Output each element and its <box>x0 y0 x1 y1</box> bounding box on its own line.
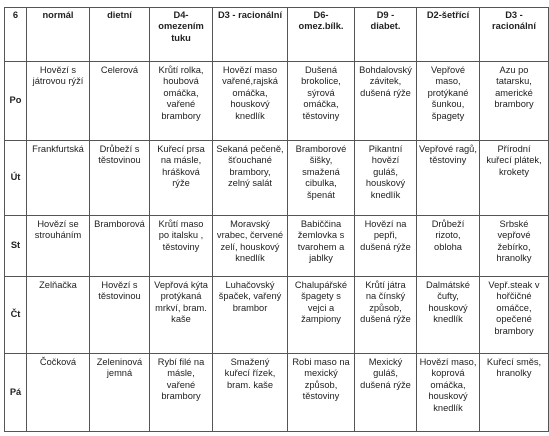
meal-cell: Drůbeží s těstovinou <box>90 141 150 216</box>
meal-cell: Vepřová kýta protýkaná mrkví, bram. kaše <box>150 277 213 354</box>
header-d6: D6- omez.bílk. <box>288 8 355 62</box>
meal-cell: Bramborové šišky, smažená cibulka, špenát <box>288 141 355 216</box>
day-cell: Pá <box>5 354 27 432</box>
meal-cell: Bramborová <box>90 216 150 277</box>
meal-cell: Zeleninová jemná <box>90 354 150 432</box>
header-d9: D9 - diabet. <box>355 8 417 62</box>
meal-cell: Kuřecí prsa na másle, hrášková rýže <box>150 141 213 216</box>
meal-cell: Smažený kuřecí řízek, bram. kaše <box>213 354 288 432</box>
header-normal: normál <box>27 8 90 62</box>
corner-cell: 6 <box>5 8 27 62</box>
header-d3-racionalni-2: D3 - racionální <box>480 8 549 62</box>
weekly-menu-table <box>4 7 549 432</box>
meal-cell: Celerová <box>90 62 150 141</box>
meal-cell: Vepř.steak v hořčičné omáčce, opečené brambory <box>480 277 549 354</box>
meal-cell: Čočková <box>27 354 90 432</box>
table-row <box>5 354 549 432</box>
meal-cell: Hovězí na pepři, dušená rýže <box>355 216 417 277</box>
meal-cell: Srbské vepřové žebírko, hranolky <box>480 216 549 277</box>
meal-cell: Pikantní hovězí guláš, houskový knedlík <box>355 141 417 216</box>
meal-cell: Zelňačka <box>27 277 90 354</box>
meal-cell: Přírodní kuřecí plátek, krokety <box>480 141 549 216</box>
meal-cell: Hovězí s těstovinou <box>90 277 150 354</box>
meal-cell: Vepřové maso, protýkané šunkou, špagety <box>417 62 480 141</box>
meal-cell: Chalupářské špagety s vejci a žampiony <box>288 277 355 354</box>
day-cell: St <box>5 216 27 277</box>
day-cell: Po <box>5 62 27 141</box>
meal-cell: Mexický guláš, dušená rýže <box>355 354 417 432</box>
meal-cell: Dalmátské čufty, houskový knedlík <box>417 277 480 354</box>
meal-cell: Robi maso na mexický způsob, těstoviny <box>288 354 355 432</box>
meal-cell: Hovězí maso, koprová omáčka, houskový knedlík <box>417 354 480 432</box>
table-row <box>5 141 549 216</box>
meal-cell: Vepřové ragů, těstoviny <box>417 141 480 216</box>
header-dietni: dietní <box>90 8 150 62</box>
meal-cell: Bohdalovský závitek, dušená rýže <box>355 62 417 141</box>
header-d3-racionalni: D3 - racionální <box>213 8 288 62</box>
table-row <box>5 62 549 141</box>
meal-cell: Sekaná pečeně, šťouchané brambory, zelný salát <box>213 141 288 216</box>
meal-cell: Krůtí maso po italsku , těstoviny <box>150 216 213 277</box>
meal-cell: Kuřecí směs, hranolky <box>480 354 549 432</box>
day-cell: Čt <box>5 277 27 354</box>
meal-cell: Luhačovský špaček, vařený brambor <box>213 277 288 354</box>
meal-cell: Krůtí rolka, houbová omáčka, vařené brambory <box>150 62 213 141</box>
meal-cell: Hovězí se strouháním <box>27 216 90 277</box>
day-cell: Út <box>5 141 27 216</box>
meal-cell: Moravský vrabec, červené zelí, houskový knedlík <box>213 216 288 277</box>
meal-cell: Hovězí maso vařené,rajská omáčka, houskový knedlík <box>213 62 288 141</box>
meal-cell: Dušená brokolice, sýrová omáčka, těstoviny <box>288 62 355 141</box>
meal-cell: Azu po tatarsku, americké brambory <box>480 62 549 141</box>
table-row <box>5 277 549 354</box>
table-body <box>5 62 549 432</box>
meal-cell: Rybí filé na másle, vařené brambory <box>150 354 213 432</box>
meal-cell: Krůtí játra na čínský způsob, dušená rýže <box>355 277 417 354</box>
meal-cell: Drůbeží rizoto, obloha <box>417 216 480 277</box>
header-d4: D4- omezením tuku <box>150 8 213 62</box>
meal-cell: Hovězí s játrovou rýží <box>27 62 90 141</box>
meal-cell: Frankfurtská <box>27 141 90 216</box>
header-d2: D2-šetřící <box>417 8 480 62</box>
meal-cell: Babiččina žemlovka s tvarohem a jablky <box>288 216 355 277</box>
table-header <box>5 8 549 62</box>
header-row <box>5 8 549 62</box>
table-row <box>5 216 549 277</box>
